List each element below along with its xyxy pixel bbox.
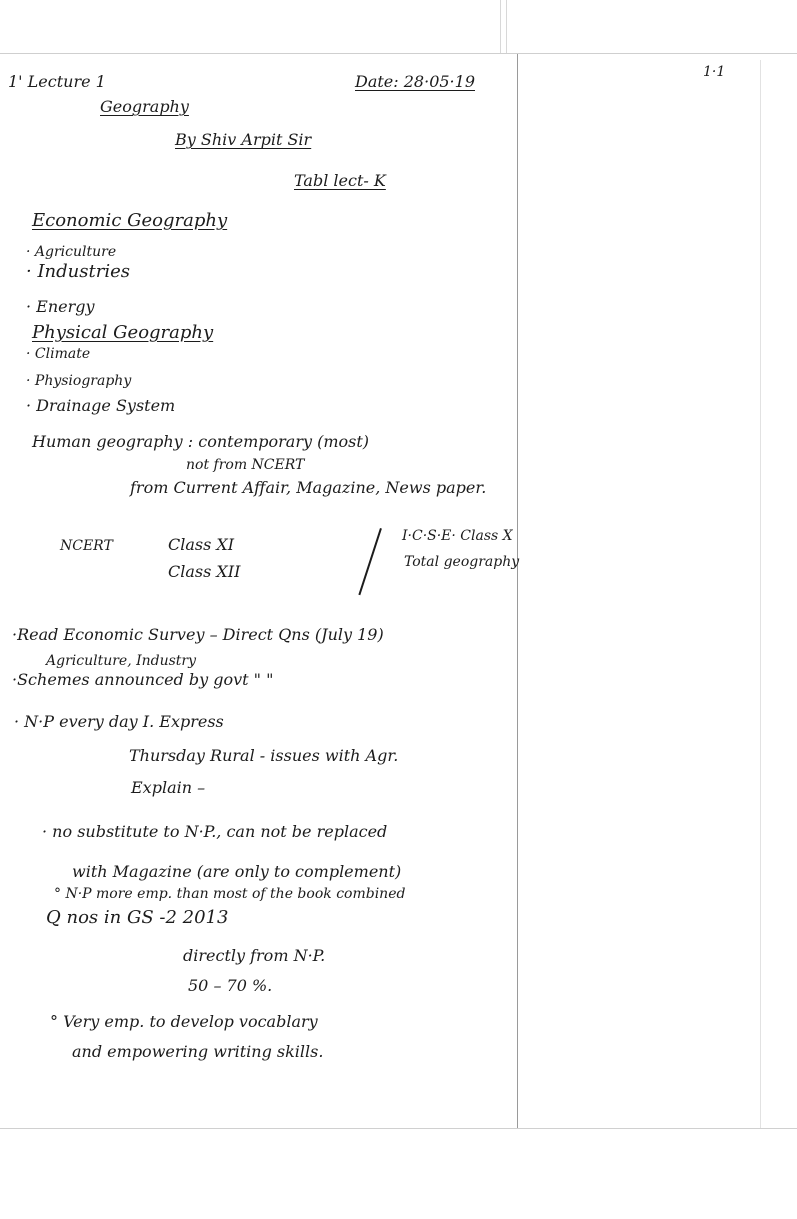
list-item: · Climate xyxy=(26,346,91,362)
note-line: Agriculture, Industry xyxy=(46,653,197,669)
note-line: directly from N·P. xyxy=(183,946,326,965)
note-line: Q nos in GS -2 2013 xyxy=(46,907,229,928)
lecture-label: 1' Lecture 1 xyxy=(8,72,106,91)
teacher-name: By Shiv Arpit Sir xyxy=(175,130,312,149)
note-line: Explain – xyxy=(131,778,206,797)
subject-title: Geography xyxy=(100,97,189,116)
note-line: ·Read Economic Survey – Direct Qns (July 19) xyxy=(12,625,384,644)
human-geography-note: not from NCERT xyxy=(186,457,305,473)
note-line: · no substitute to N·P., can not be replaced xyxy=(42,822,388,841)
section-title-physical: Physical Geography xyxy=(32,322,214,343)
icse-label: I·C·S·E· Class X xyxy=(402,528,513,544)
note-line: 50 – 70 %. xyxy=(188,976,273,995)
page-number: 1·1 xyxy=(703,64,726,80)
page-right-edge xyxy=(760,60,761,1128)
list-item: · Industries xyxy=(26,261,130,282)
page-tab-edge xyxy=(506,0,507,53)
separator-stroke xyxy=(358,528,382,595)
note-line: · N·P every day I. Express xyxy=(14,712,224,731)
note-line: Thursday Rural - issues with Agr. xyxy=(129,746,399,765)
page-bottom-edge xyxy=(0,1128,797,1129)
table-reference: Tabl lect- K xyxy=(294,171,386,190)
list-item: · Agriculture xyxy=(26,244,117,260)
note-line: and empowering writing skills. xyxy=(72,1042,324,1061)
note-line: ° Very emp. to develop vocablary xyxy=(50,1012,318,1031)
column-divider xyxy=(517,54,518,1128)
list-item: · Energy xyxy=(26,297,95,316)
page-top-edge xyxy=(0,53,797,54)
note-line: ° N·P more emp. than most of the book combined xyxy=(54,886,406,902)
page-tab-edge xyxy=(500,0,501,53)
human-geography-line: Human geography : contemporary (most) xyxy=(32,432,370,451)
note-line: with Magazine (are only to complement) xyxy=(72,862,402,881)
note-line: ·Schemes announced by govt " " xyxy=(12,670,274,689)
list-item: · Drainage System xyxy=(26,396,176,415)
class-12-label: Class XII xyxy=(168,562,241,581)
human-geography-sources: from Current Affair, Magazine, News paper. xyxy=(130,478,487,497)
section-title-economic: Economic Geography xyxy=(32,210,228,231)
list-item: · Physiography xyxy=(26,373,132,389)
total-geography-label: Total geography xyxy=(404,554,520,570)
ncert-label: NCERT xyxy=(60,538,113,554)
class-11-label: Class XI xyxy=(168,535,235,554)
date-label: Date: 28·05·19 xyxy=(355,72,475,91)
